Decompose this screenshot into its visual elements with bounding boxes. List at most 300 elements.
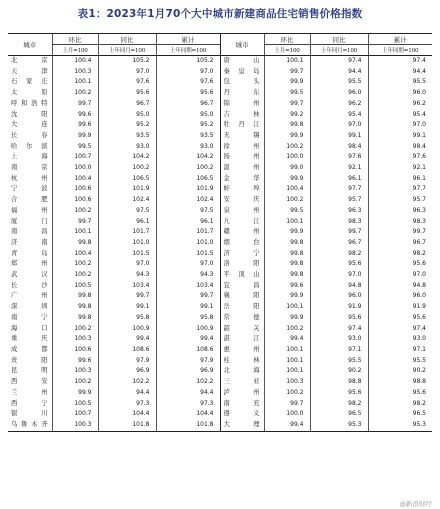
price-index-table [8, 33, 432, 432]
table-row [8, 377, 432, 388]
city-name: 韶关 [220, 324, 264, 335]
yoy-value: 101.8 [98, 420, 156, 431]
city-name: 广州 [11, 292, 48, 300]
city-name: 桂林 [220, 356, 264, 367]
cum-base-label: 上年同期=100 [156, 45, 220, 56]
mom-value: 99.9 [264, 313, 310, 324]
yoy-value: 94.3 [98, 270, 156, 281]
mom-value: 99.5 [264, 206, 310, 217]
city-name: 丹东 [220, 88, 264, 99]
mom-value: 100.0 [264, 409, 310, 420]
mom-base-label: 上月=100 [264, 45, 310, 56]
cum-value: 102.2 [156, 377, 220, 388]
cum-value: 96.1 [368, 174, 432, 185]
table-row [8, 238, 432, 249]
mom-value: 100.2 [264, 195, 310, 206]
cum-value: 94.8 [368, 281, 432, 292]
mom-value: 100.6 [52, 345, 98, 356]
city-name: 郑州 [11, 260, 48, 268]
cum-value: 97.0 [368, 120, 432, 131]
city-name: 石家庄 [11, 78, 48, 86]
yoy-value: 91.9 [310, 302, 368, 313]
yoy-value: 98.2 [310, 249, 368, 260]
city-name: 哈尔滨 [11, 142, 48, 150]
mom-value: 100.2 [52, 324, 98, 335]
mom-value: 99.8 [264, 249, 310, 260]
cum-value: 95.5 [368, 356, 432, 367]
yoy-column-header: 同比 [310, 34, 368, 45]
yoy-base-label: 上年同月=100 [98, 45, 156, 56]
mom-value: 100.4 [52, 249, 98, 260]
table-row [8, 291, 432, 302]
city-name: 南京 [11, 164, 48, 172]
city-name: 安庆 [220, 195, 264, 206]
city-name: 大理 [220, 420, 264, 431]
table-row [8, 259, 432, 270]
yoy-value: 93.5 [98, 131, 156, 142]
city-name: 吉林 [220, 110, 264, 121]
mom-value: 100.4 [264, 184, 310, 195]
yoy-value: 95.5 [310, 356, 368, 367]
yoy-value: 100.2 [98, 163, 156, 174]
yoy-value: 101.5 [98, 249, 156, 260]
cum-value: 95.6 [368, 388, 432, 399]
yoy-value: 96.7 [310, 238, 368, 249]
city-name: 徐州 [220, 142, 264, 153]
cum-value: 91.9 [368, 302, 432, 313]
yoy-value: 99.7 [310, 227, 368, 238]
yoy-value: 97.1 [310, 345, 368, 356]
cum-value: 95.0 [156, 110, 220, 121]
mom-value: 100.6 [52, 184, 98, 195]
table-row [8, 56, 432, 67]
city-name: 天津 [11, 67, 48, 75]
city-name: 北海 [220, 366, 264, 377]
mom-value: 100.1 [264, 302, 310, 313]
mom-value: 100.2 [264, 142, 310, 153]
table-row [8, 270, 432, 281]
mom-value: 99.9 [264, 291, 310, 302]
cum-value: 92.1 [368, 163, 432, 174]
yoy-value: 97.6 [98, 77, 156, 88]
mom-value: 99.9 [52, 388, 98, 399]
cum-value: 93.0 [156, 142, 220, 153]
city-name: 长春 [11, 131, 48, 139]
table-row [8, 184, 432, 195]
city-name: 湛江 [220, 334, 264, 345]
table-row [8, 110, 432, 121]
watermark: @新浪财经 [399, 500, 432, 508]
mom-value: 99.8 [264, 238, 310, 249]
mom-value: 100.2 [52, 377, 98, 388]
cum-value: 97.7 [368, 184, 432, 195]
yoy-value: 99.7 [98, 291, 156, 302]
cum-value: 104.2 [156, 152, 220, 163]
cum-value: 95.3 [368, 420, 432, 431]
yoy-value: 95.4 [310, 110, 368, 121]
yoy-value: 99.1 [310, 131, 368, 142]
cum-value: 97.9 [156, 356, 220, 367]
table-row [8, 206, 432, 217]
table-row [8, 163, 432, 174]
mom-value: 100.2 [52, 259, 98, 270]
cum-value: 97.4 [368, 324, 432, 335]
mom-value: 100.6 [52, 195, 98, 206]
table-row [8, 334, 432, 345]
city-name: 昆明 [11, 367, 48, 375]
city-name: 泉州 [220, 206, 264, 217]
yoy-value: 102.2 [98, 377, 156, 388]
cum-value: 96.0 [368, 291, 432, 302]
city-name: 泸州 [220, 388, 264, 399]
cum-value: 95.7 [368, 195, 432, 206]
yoy-column-header: 同比 [98, 34, 156, 45]
yoy-value: 96.1 [310, 174, 368, 185]
mom-value: 100.3 [52, 420, 98, 431]
yoy-value: 96.7 [98, 99, 156, 110]
yoy-value: 97.0 [98, 259, 156, 270]
city-name: 锦州 [220, 99, 264, 110]
mom-value: 100.1 [52, 77, 98, 88]
yoy-value: 97.0 [310, 270, 368, 281]
cum-value: 101.8 [156, 420, 220, 431]
mom-value: 99.7 [52, 99, 98, 110]
yoy-value: 97.4 [310, 324, 368, 335]
cum-value: 97.6 [368, 152, 432, 163]
cum-value: 95.8 [156, 313, 220, 324]
yoy-value: 94.4 [310, 67, 368, 78]
cum-value: 97.6 [156, 77, 220, 88]
yoy-value: 98.3 [310, 217, 368, 228]
yoy-value: 95.6 [310, 388, 368, 399]
mom-value: 99.8 [52, 238, 98, 249]
mom-value: 100.2 [52, 88, 98, 99]
city-name: 青岛 [11, 249, 48, 257]
mom-value: 100.1 [264, 345, 310, 356]
yoy-value: 92.1 [310, 163, 368, 174]
yoy-value: 95.7 [310, 195, 368, 206]
cum-value: 94.3 [156, 270, 220, 281]
cum-value: 95.6 [368, 259, 432, 270]
mom-value: 99.8 [264, 120, 310, 131]
city-name: 福州 [11, 206, 48, 214]
cum-value: 101.7 [156, 227, 220, 238]
table-row [8, 302, 432, 313]
table-row [8, 356, 432, 367]
yoy-value: 95.8 [98, 313, 156, 324]
yoy-value: 98.2 [310, 399, 368, 410]
mom-value: 100.2 [264, 324, 310, 335]
city-name: 济南 [11, 238, 48, 246]
cum-value: 104.4 [156, 409, 220, 420]
yoy-value: 95.0 [98, 110, 156, 121]
mom-value: 99.9 [264, 227, 310, 238]
city-name: 海口 [11, 324, 48, 332]
city-name: 九江 [220, 217, 264, 228]
city-name: 包头 [220, 77, 264, 88]
cum-value: 93.5 [156, 131, 220, 142]
cum-value: 96.7 [156, 99, 220, 110]
cum-value: 90.2 [368, 366, 432, 377]
city-name: 西安 [11, 378, 48, 386]
yoy-value: 94.8 [310, 281, 368, 292]
mom-value: 99.7 [264, 99, 310, 110]
mom-value: 99.8 [52, 302, 98, 313]
mom-value: 100.0 [264, 152, 310, 163]
cum-value: 97.0 [156, 67, 220, 78]
cum-value: 96.7 [368, 238, 432, 249]
yoy-value: 96.9 [98, 366, 156, 377]
cum-base-label: 上年同期=100 [368, 45, 432, 56]
yoy-value: 96.5 [310, 409, 368, 420]
cum-value: 99.1 [156, 302, 220, 313]
yoy-value: 95.6 [310, 313, 368, 324]
city-name: 上海 [11, 153, 48, 161]
cum-value: 96.9 [156, 366, 220, 377]
city-name: 常德 [220, 313, 264, 324]
table-row [8, 281, 432, 292]
table-row [8, 195, 432, 206]
yoy-value: 95.5 [310, 77, 368, 88]
page-title: 表1：2023年1月70个大中城市新建商品住宅销售价格指数 [77, 8, 363, 20]
city-name: 呼和浩特 [11, 99, 48, 107]
yoy-base-label: 上年同月=100 [310, 45, 368, 56]
mom-value: 100.1 [264, 56, 310, 67]
table-row [8, 88, 432, 99]
table-row [8, 366, 432, 377]
yoy-value: 96.0 [310, 291, 368, 302]
city-name: 大连 [11, 121, 48, 129]
city-name: 唐山 [220, 56, 264, 67]
city-name: 无锡 [220, 131, 264, 142]
city-name: 扬州 [220, 152, 264, 163]
mom-value: 100.2 [52, 270, 98, 281]
mom-value: 100.0 [52, 163, 98, 174]
cum-value: 98.4 [368, 142, 432, 153]
cum-value: 99.7 [156, 291, 220, 302]
city-name: 西宁 [11, 399, 48, 407]
yoy-value: 97.4 [310, 56, 368, 67]
city-name: 遵义 [220, 409, 264, 420]
city-name: 武汉 [11, 271, 48, 279]
mom-value: 100.3 [52, 366, 98, 377]
cum-column-header: 累计 [368, 34, 432, 45]
mom-value: 100.1 [52, 227, 98, 238]
cum-value: 96.0 [368, 88, 432, 99]
cum-value: 98.3 [368, 217, 432, 228]
mom-value: 100.5 [52, 399, 98, 410]
cum-value: 97.0 [368, 270, 432, 281]
table-row [8, 120, 432, 131]
city-name: 深圳 [11, 303, 48, 311]
yoy-value: 108.6 [98, 345, 156, 356]
cum-value: 98.2 [368, 399, 432, 410]
yoy-value: 94.4 [98, 388, 156, 399]
cum-value: 95.6 [368, 313, 432, 324]
cum-value: 96.5 [368, 409, 432, 420]
city-name: 岳阳 [220, 302, 264, 313]
mom-value: 99.9 [264, 131, 310, 142]
table-row [8, 174, 432, 185]
cum-value: 95.4 [368, 110, 432, 121]
city-name: 北京 [11, 57, 48, 64]
yoy-value: 99.4 [98, 334, 156, 345]
cum-value: 105.2 [156, 56, 220, 67]
cum-value: 96.3 [368, 206, 432, 217]
yoy-value: 97.0 [98, 67, 156, 78]
yoy-value: 96.1 [98, 217, 156, 228]
city-name: 南充 [220, 399, 264, 410]
mom-value: 100.1 [264, 217, 310, 228]
city-name: 太原 [11, 89, 48, 97]
cum-value: 97.5 [156, 206, 220, 217]
cum-value: 94.4 [368, 67, 432, 78]
mom-value: 99.7 [264, 399, 310, 410]
table-row [8, 409, 432, 420]
city-name: 长沙 [11, 281, 48, 289]
mom-value: 99.8 [52, 291, 98, 302]
city-name: 重庆 [11, 335, 48, 343]
city-name: 蚌埠 [220, 184, 264, 195]
city-name: 襄阳 [220, 291, 264, 302]
yoy-value: 95.6 [310, 259, 368, 270]
city-name: 南昌 [11, 228, 48, 236]
table-row [8, 399, 432, 410]
city-name: 平顶山 [220, 270, 264, 281]
city-name: 宁波 [11, 185, 48, 193]
yoy-value: 102.4 [98, 195, 156, 206]
cum-value: 95.2 [156, 120, 220, 131]
mom-value: 99.9 [52, 131, 98, 142]
mom-value: 99.6 [52, 110, 98, 121]
cum-value: 102.4 [156, 195, 220, 206]
city-name: 牡丹江 [220, 120, 264, 131]
cum-value: 100.9 [156, 324, 220, 335]
yoy-value: 97.3 [98, 399, 156, 410]
city-name: 秦皇岛 [220, 67, 264, 78]
table-row [8, 227, 432, 238]
yoy-value: 96.2 [310, 99, 368, 110]
cum-value: 97.0 [156, 259, 220, 270]
city-name: 三亚 [220, 377, 264, 388]
mom-value: 99.7 [52, 217, 98, 228]
cum-value: 99.1 [368, 131, 432, 142]
mom-value: 100.4 [52, 56, 98, 67]
city-column-header: 城市 [220, 34, 264, 56]
city-name: 沈阳 [11, 110, 48, 118]
mom-column-header: 环比 [52, 34, 98, 45]
yoy-value: 106.5 [98, 174, 156, 185]
cum-value: 97.4 [368, 56, 432, 67]
cum-value: 108.6 [156, 345, 220, 356]
city-name: 兰州 [11, 388, 48, 396]
mom-value: 100.2 [52, 206, 98, 217]
table-row [8, 345, 432, 356]
mom-value: 100.3 [52, 67, 98, 78]
mom-value: 99.4 [264, 334, 310, 345]
mom-value: 100.3 [264, 377, 310, 388]
cum-value: 101.0 [156, 238, 220, 249]
mom-value: 100.4 [52, 174, 98, 185]
mom-value: 99.8 [264, 259, 310, 270]
mom-value: 100.3 [52, 334, 98, 345]
mom-column-header: 环比 [264, 34, 310, 45]
table-row [8, 313, 432, 324]
yoy-value: 97.9 [98, 356, 156, 367]
cum-value: 106.5 [156, 174, 220, 185]
mom-value: 99.7 [264, 67, 310, 78]
cum-value: 101.9 [156, 184, 220, 195]
table-row [8, 249, 432, 260]
cum-value: 97.3 [156, 399, 220, 410]
yoy-value: 100.9 [98, 324, 156, 335]
table-row [8, 142, 432, 153]
mom-value: 99.6 [52, 120, 98, 131]
mom-value: 100.1 [264, 366, 310, 377]
yoy-value: 96.3 [310, 206, 368, 217]
cum-value: 95.6 [156, 88, 220, 99]
yoy-value: 98.4 [310, 142, 368, 153]
cum-value: 93.0 [368, 334, 432, 345]
yoy-value: 99.1 [98, 302, 156, 313]
cum-value: 96.1 [156, 217, 220, 228]
yoy-value: 93.0 [98, 142, 156, 153]
yoy-value: 97.7 [310, 184, 368, 195]
city-name: 金华 [220, 174, 264, 185]
yoy-value: 101.9 [98, 184, 156, 195]
cum-value: 98.2 [368, 249, 432, 260]
cum-value: 98.8 [368, 377, 432, 388]
table-row [8, 388, 432, 399]
cum-value: 100.2 [156, 163, 220, 174]
yoy-value: 95.6 [98, 88, 156, 99]
yoy-value: 104.2 [98, 152, 156, 163]
cum-value: 97.1 [368, 345, 432, 356]
yoy-value: 101.0 [98, 238, 156, 249]
mom-base-label: 上月=100 [52, 45, 98, 56]
yoy-value: 90.2 [310, 366, 368, 377]
city-name: 洛阳 [220, 259, 264, 270]
city-name: 银川 [11, 410, 48, 418]
cum-value: 101.5 [156, 249, 220, 260]
table-row [8, 420, 432, 431]
city-name: 杭州 [11, 174, 48, 182]
mom-value: 99.4 [264, 420, 310, 431]
mom-value: 99.6 [52, 356, 98, 367]
mom-value: 99.8 [264, 270, 310, 281]
yoy-value: 103.4 [98, 281, 156, 292]
cum-value: 99.7 [368, 227, 432, 238]
yoy-value: 104.4 [98, 409, 156, 420]
yoy-value: 98.8 [310, 377, 368, 388]
mom-value: 99.5 [52, 142, 98, 153]
city-name: 温州 [220, 163, 264, 174]
table-row [8, 131, 432, 142]
cum-value: 94.4 [156, 388, 220, 399]
cum-value: 103.4 [156, 281, 220, 292]
mom-value: 99.0 [264, 163, 310, 174]
mom-value: 100.7 [52, 152, 98, 163]
yoy-value: 97.0 [310, 120, 368, 131]
cum-value: 96.2 [368, 99, 432, 110]
yoy-value: 97.6 [310, 152, 368, 163]
city-name: 惠州 [220, 345, 264, 356]
yoy-value: 95.3 [310, 420, 368, 431]
city-name: 宜昌 [220, 281, 264, 292]
mom-value: 100.1 [264, 356, 310, 367]
city-name: 乌鲁木齐 [11, 420, 48, 428]
mom-value: 100.5 [52, 281, 98, 292]
